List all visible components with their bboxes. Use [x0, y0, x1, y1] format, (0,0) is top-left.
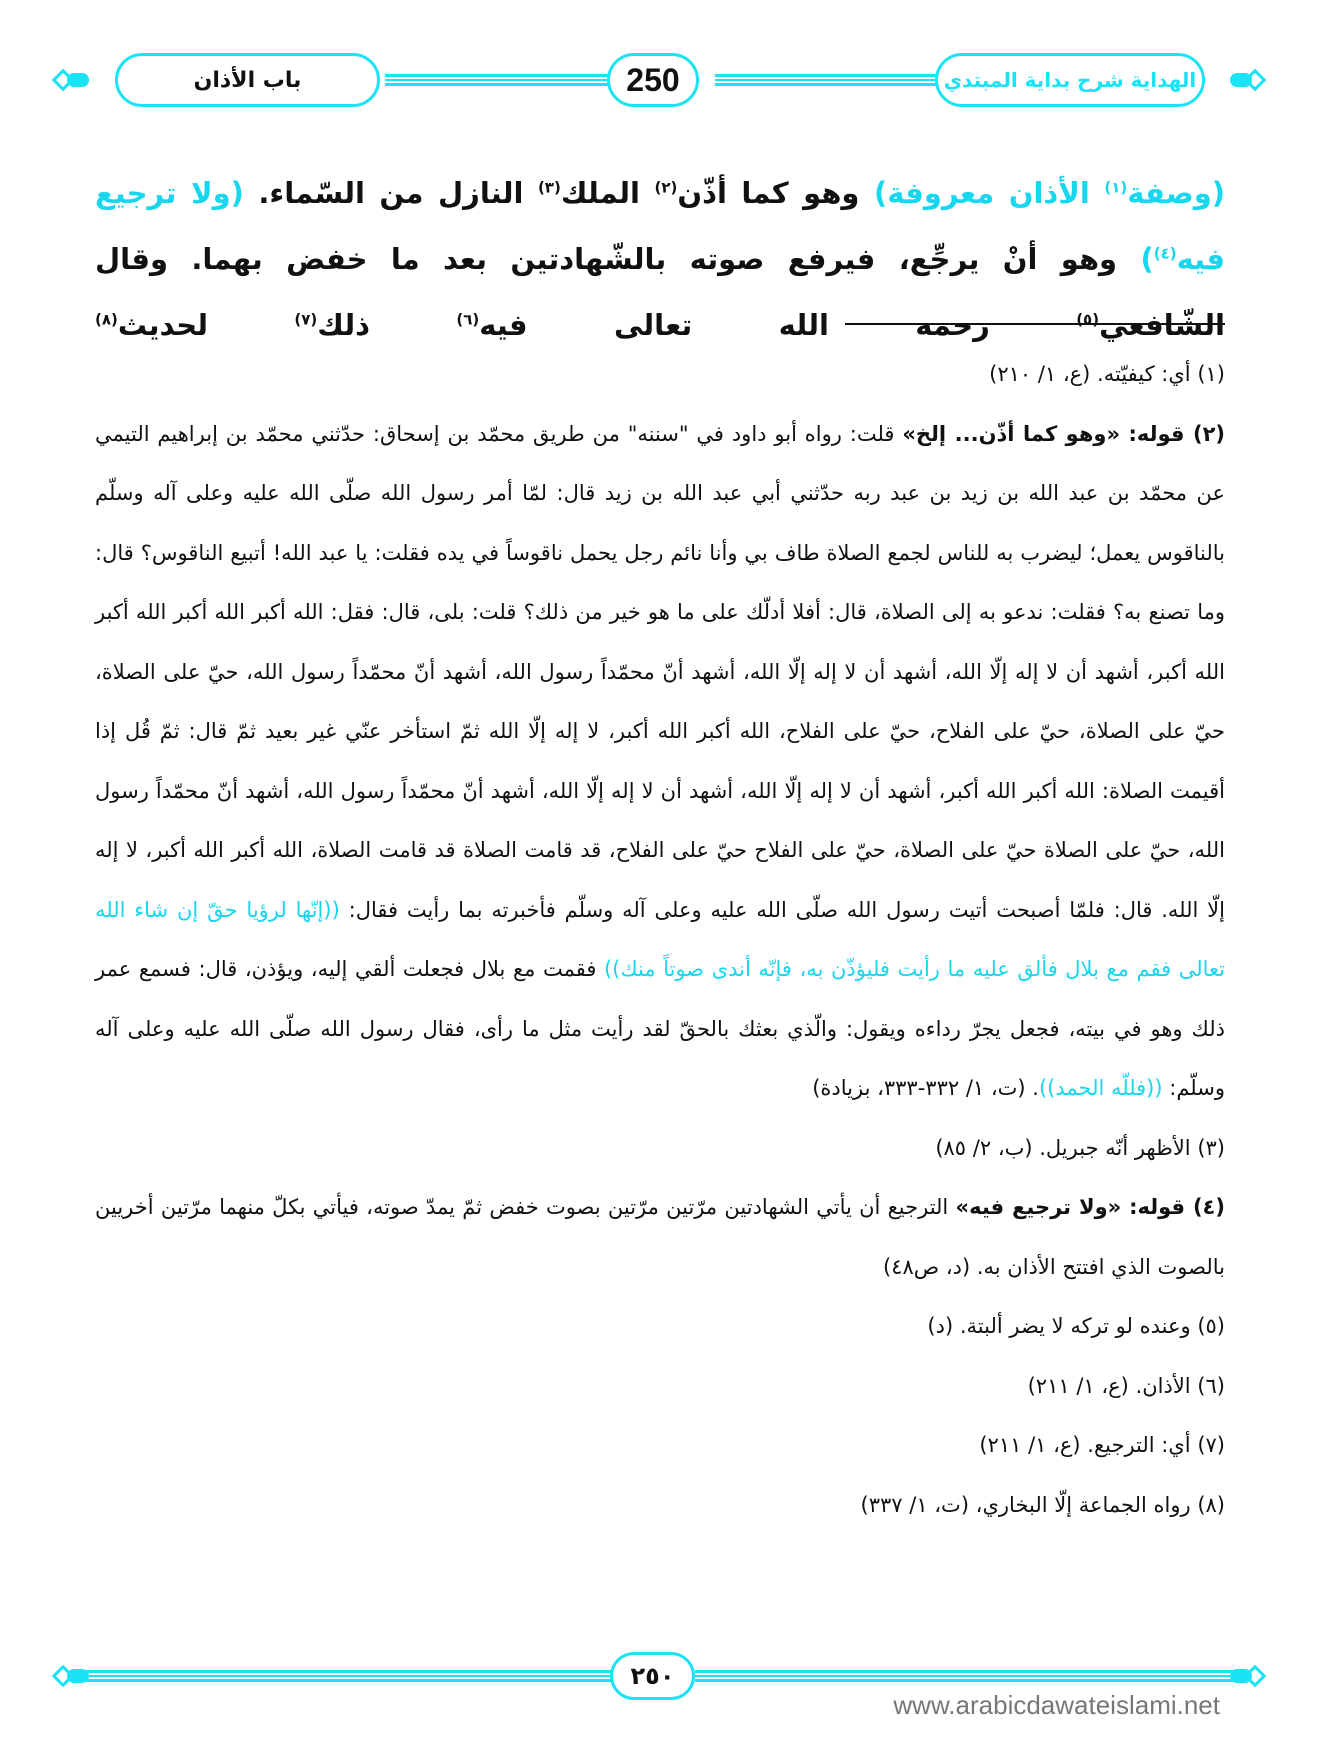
footer-page-number: ٢٥٠	[610, 1652, 695, 1700]
highlighted-text: الأذان معروفة)	[873, 176, 1105, 210]
text-segment: النازل من السّماء.	[243, 176, 538, 210]
highlighted-text: (ولا ترجيع فيه	[95, 176, 1225, 276]
text-segment: الملك	[560, 176, 655, 210]
footnote-ref: (٣)	[537, 178, 561, 197]
text-segment: فقمت مع بلال فجعلت ألقي إليه، ويؤذن، قال: فسمع عمر ذلك وهو في بيته، فجعل يجرّ رداءه ويقول: والّذي بعثك بالحقّ لقد رأيت مثل ما رأى، فقال رسول الله صلّى الله عليه وعلى آله وسلّم:	[95, 957, 1225, 1100]
footnote	[95, 405, 1225, 1119]
footnote-ref: (٤)	[1153, 244, 1177, 263]
text-segment: (٤) قوله: «ولا ترجيع فيه»	[955, 1195, 1225, 1219]
text-segment: قلت: رواه أبو داود في "سننه" من طريق محمّد بن إسحاق: حدّثني محمّد بن إبراهيم التيمي عن محمّد بن عبد الله بن زيد بن عبد ربه حدّثني أبي عبد الله بن زيد قال: لمّا أمر رسول الله صلّى الله عليه وعلى آله وسلّم بالناقوس يعمل؛ ليضرب به للناس لجمع الصلاة طاف بي وأنا نائم رجل يحمل ناقوساً في يده فقلت: يا عبد الله! أتبيع الناقوس؟ قال: وما تصنع به؟ فقلت: ندعو به إلى الصلاة، قال: أفلا أدلّك على ما هو خير من ذلك؟ قلت: بلى، قال: فقل: الله أكبر الله أكبر الله أكبر الله أكبر، أشهد أن لا إله إلّا الله، أشهد أن لا إله إلّا الله، أشهد أنّ محمّداً رسول الله، أشهد أنّ محمّداً رسول الله، حيّ على الصلاة، حيّ على الصلاة، حيّ على الفلاح، حيّ على الفلاح، الله أكبر الله أكبر، لا إله إلّا الله ثمّ استأخر عنّي غير بعيد ثمّ قال: ثمّ قُل إذا أقيمت الصلاة: الله أكبر الله أكبر، أشهد أن لا إله إلّا الله، أشهد أن لا إله إلّا الله، أشهد أنّ محمّداً رسول الله، أشهد أنّ محمّداً رسول الله، حيّ على الصلاة حيّ على الصلاة، حيّ على الفلاح حيّ على الفلاح، قد قامت الصلاة قد قامت الصلاة، الله أكبر الله أكبر، لا إله إلّا الله. قال: فلمّا أصبحت أتيت رسول الله صلّى الله عليه وعلى آله وسلّم فأخبرته بما رأيت فقال:	[95, 421, 1225, 922]
footnote	[95, 1297, 1225, 1357]
chapter-title: باب الأذان	[115, 53, 380, 107]
footnote	[95, 1357, 1225, 1417]
text-segment: رحمه الله تعالى فيه	[479, 308, 1077, 342]
footnote	[95, 1476, 1225, 1536]
footnotes	[95, 345, 1225, 1535]
text-segment: وهو كما أذّن	[677, 176, 874, 210]
text-segment: (٢) قوله: «وهو كما أذّن... إلخ»	[902, 421, 1225, 446]
footnote	[95, 1416, 1225, 1476]
footnote	[95, 1119, 1225, 1179]
footnote-ref: (٢)	[654, 178, 678, 197]
footnote	[95, 345, 1225, 405]
text-segment: (٣) الأظهر أنّه جبريل. (ب، ٢/ ٨٥)	[935, 1135, 1225, 1160]
book-title: الهداية شرح بداية المبتدي	[935, 53, 1205, 107]
text-segment: . (ت، ١/ ٣٣٢-٣٣٣، بزيادة)	[812, 1076, 1039, 1100]
footnote-ref: (٥)	[1076, 310, 1100, 329]
highlighted-text: ((فللّه الحمد))	[1038, 1076, 1163, 1100]
footnote-ref: (٦)	[456, 310, 480, 329]
footnote	[95, 1178, 1225, 1297]
text-segment: (١) أي: كيفيّته. (ع، ١/ ٢١٠)	[989, 362, 1225, 386]
highlighted-text: ((إنّها لرؤيا حقّ إن شاء الله تعالى فقم مع بلال فألق عليه ما رأيت فليؤذّن به، فإنّه أندى صوتاً منك))	[95, 897, 1225, 981]
text-segment: (٨) رواه الجماعة إلّا البخاري، (ت، ١/ ٣٣٧)	[860, 1492, 1225, 1517]
text-segment: (٧) أي: الترجيع. (ع، ١/ ٢١١)	[979, 1433, 1225, 1457]
footnote-ref: (٨)	[95, 310, 118, 329]
text-segment: (٥) وعنده لو تركه لا يضر ألبتة. (د)	[927, 1314, 1225, 1338]
highlighted-text: (وصفة	[1127, 176, 1225, 210]
main-text	[95, 160, 1225, 358]
text-segment: الترجيع أن يأتي الشهادتين مرّتين مرّتين بصوت خفض ثمّ يمدّ صوته، فيأتي بكلّ منهما مرّتين أخريين بالصوت الذي افتتح الأذان به. (د، ص٤٨)	[95, 1195, 1225, 1279]
highlighted-text: )	[1140, 242, 1154, 276]
footnote-separator	[845, 323, 1225, 325]
text-segment: وهو أنْ يرجِّع، فيرفع صوته بالشّهادتين بعد ما خفض بهما. وقال الشّافعي	[95, 242, 1225, 342]
text-segment: (٦) الأذان. (ع، ١/ ٢١١)	[1027, 1373, 1225, 1398]
website-url[interactable]: www.arabicdawateislami.net	[893, 1690, 1220, 1720]
text-segment: ذلك	[317, 308, 457, 342]
text-segment: لحديث	[117, 308, 295, 342]
footnote-ref: (٧)	[294, 310, 318, 329]
footnote-ref: (١)	[1104, 178, 1128, 197]
page-number: 250	[607, 53, 699, 107]
